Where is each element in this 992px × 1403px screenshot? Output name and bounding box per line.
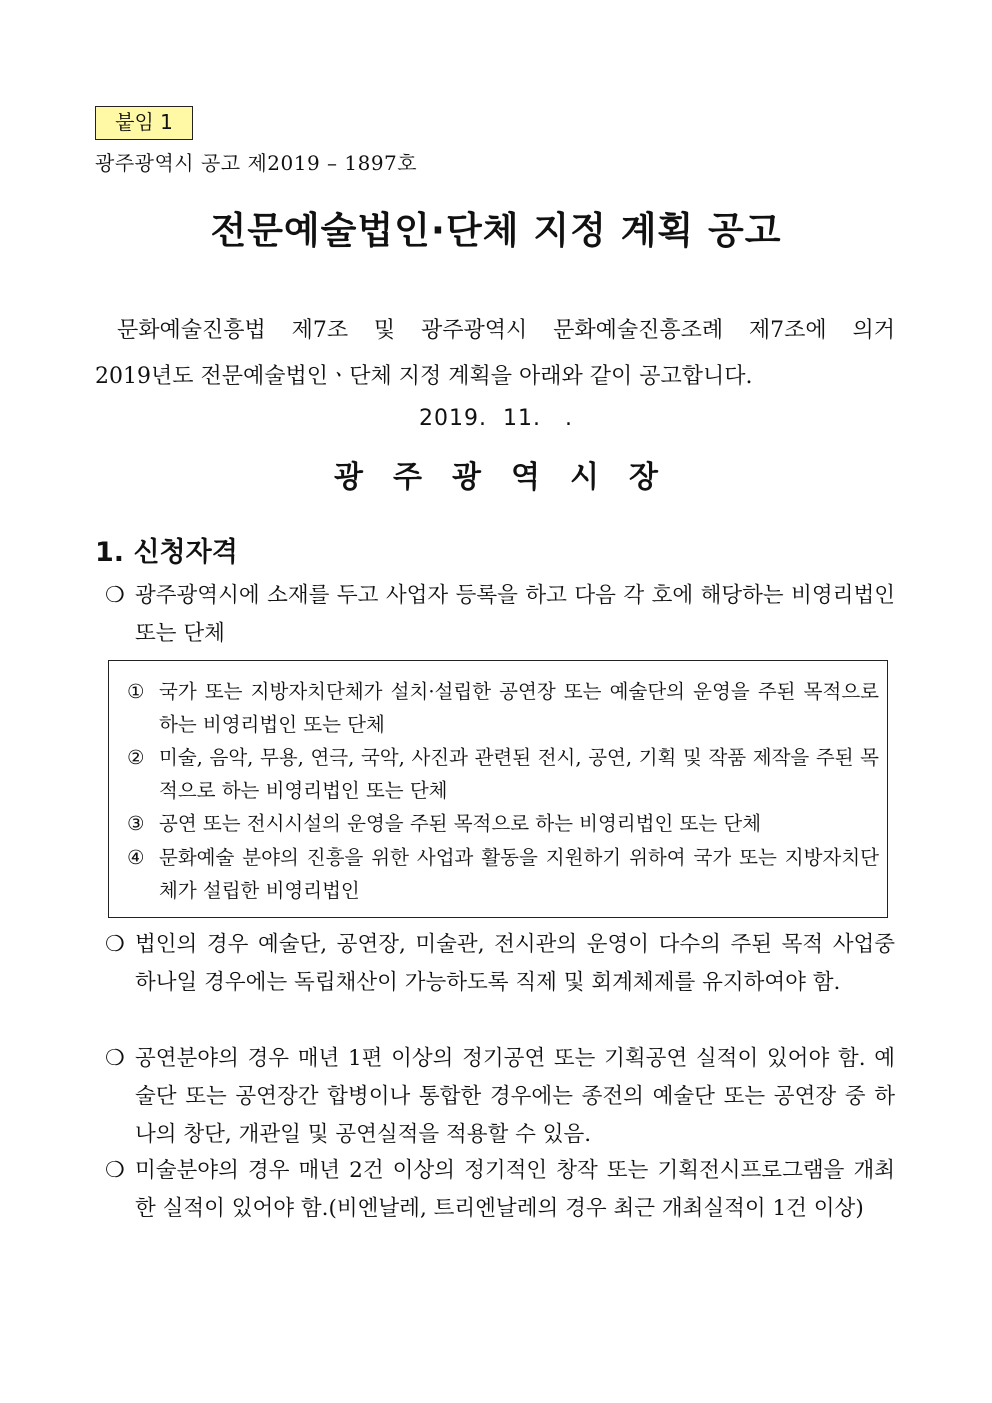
section-heading-eligibility: 1. 신청자격: [95, 537, 238, 568]
bullet-circle-icon: ❍: [105, 932, 125, 957]
intro-line-2: 2019년도 전문예술법인ㆍ단체 지정 계획을 아래와 같이 공고합니다.: [95, 364, 753, 389]
bullet-text: 법인의 경우 예술단, 공연장, 미술관, 전시관의 운영이 다수의 주된 목적 사업중 하나일 경우에는 독립채산이 가능하도록 직제 및 회계체제를 유지하여야 함.: [135, 932, 895, 995]
criteria-item: [127, 741, 879, 807]
criteria-text: 공연 또는 전시시설의 운영을 주된 목적으로 하는 비영리법인 또는 단체: [159, 812, 762, 835]
intro-line-1: 문화예술진흥법 제7조 및 광주광역시 문화예술진흥조례 제7조에 의거: [117, 318, 895, 343]
bullet-item: [105, 1152, 895, 1228]
notice-date: 2019. 11. .: [419, 406, 573, 431]
bullet-circle-icon: ❍: [105, 583, 125, 608]
criteria-item: [127, 807, 879, 840]
criteria-text: 미술, 음악, 무용, 연극, 국악, 사진과 관련된 전시, 공연, 기획 및 작품 제작을 주된 목적으로 하는 비영리법인 또는 단체: [159, 746, 879, 802]
criteria-box: [108, 660, 888, 918]
criteria-item: [127, 841, 879, 907]
criteria-number: ②: [127, 746, 145, 769]
attachment-label: 붙임 1: [95, 106, 193, 140]
notice-number: 광주광역시 공고 제2019 – 1897호: [95, 151, 418, 175]
bullet-text: 광주광역시에 소재를 두고 사업자 등록을 하고 다음 각 호에 해당하는 비영리법인 또는 단체: [135, 583, 895, 646]
criteria-number: ①: [127, 680, 145, 703]
document-title: 전문예술법인·단체 지정 계획 공고: [210, 209, 782, 252]
bullet-circle-icon: ❍: [105, 1046, 125, 1071]
bullet-text: 미술분야의 경우 매년 2건 이상의 정기적인 창작 또는 기획전시프로그램을 개최한 실적이 있어야 함.(비엔날레, 트리엔날레의 경우 최근 개최실적이 1건 이상): [135, 1158, 895, 1221]
bullet-item: [105, 926, 895, 1002]
bullet-text: 공연분야의 경우 매년 1편 이상의 정기공연 또는 기획공연 실적이 있어야 함. 예술단 또는 공연장간 합병이나 통합한 경우에는 종전의 예술단 또는 공연장 중 하나의 창단, 개관일 및 공연실적을 적용할 수 있음.: [135, 1046, 895, 1147]
bullet-circle-icon: ❍: [105, 1158, 125, 1183]
bullet-item: [105, 577, 895, 653]
criteria-number: ③: [127, 812, 145, 835]
criteria-number: ④: [127, 846, 145, 869]
criteria-item: [127, 675, 879, 741]
intro-paragraph: [95, 308, 895, 400]
criteria-text: 국가 또는 지방자치단체가 설치·설립한 공연장 또는 예술단의 운영을 주된 목적으로 하는 비영리법인 또는 단체: [159, 680, 879, 736]
bullet-item: [105, 1040, 895, 1154]
issuer-name: 광주광역시장: [334, 460, 688, 495]
criteria-text: 문화예술 분야의 진흥을 위한 사업과 활동을 지원하기 위하여 국가 또는 지방자치단체가 설립한 비영리법인: [159, 846, 879, 902]
